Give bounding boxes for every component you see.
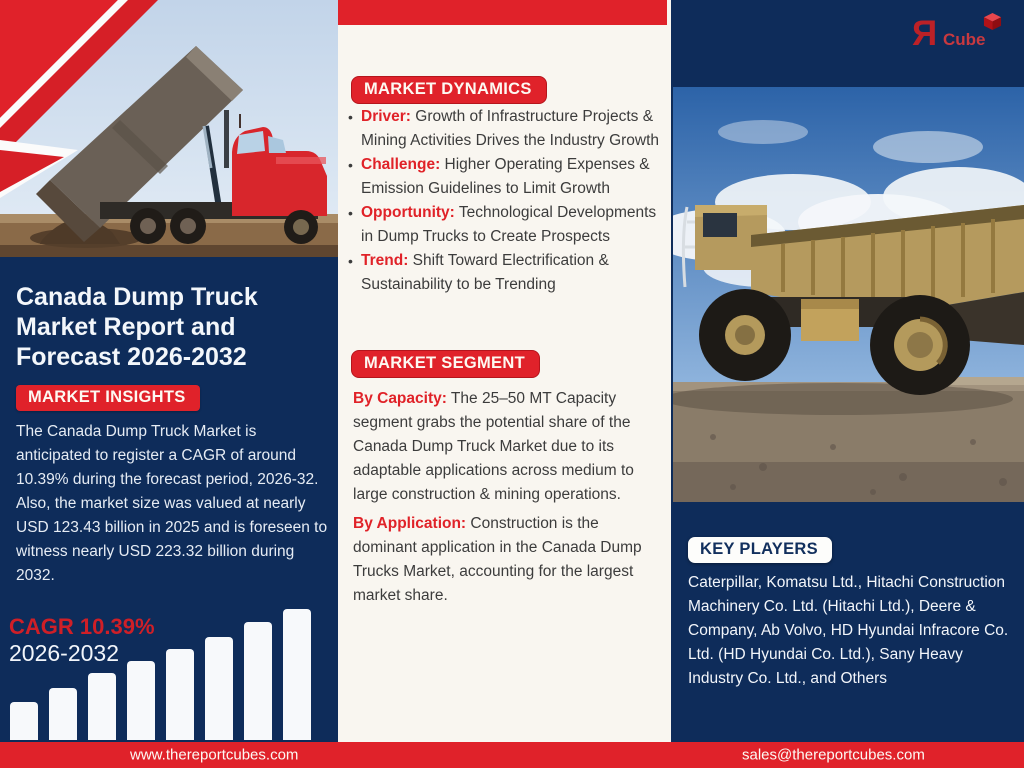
growth-bar: [49, 688, 77, 740]
right-truck-photo: [673, 87, 1024, 502]
growth-bar: [88, 673, 116, 740]
logo-wordmark: Cube: [943, 30, 986, 49]
left-column: [0, 0, 338, 742]
forecast-period-label: 2026-2032: [9, 640, 119, 666]
dynamics-item-challenge: [344, 153, 666, 201]
trend-label: Trend:: [361, 252, 409, 269]
key-players-text: Caterpillar, Komatsu Ltd., Hitachi Construction Machinery Co. Ltd. (Hitachi Ltd.), Deere & Company, Ab Volvo, HD Hyundai Infracore Co. Ltd. (HD Hyundai Co. Ltd.), Sany Heavy Industry Co. Ltd., and Others: [688, 574, 1009, 687]
segment-by-application: [353, 512, 660, 608]
middle-column: [338, 0, 671, 742]
by-capacity-label: By Capacity:: [353, 390, 447, 407]
top-red-bar: [338, 0, 667, 25]
market-dynamics-badge: MARKET DYNAMICS: [351, 76, 547, 104]
brand-logo: [912, 12, 1004, 58]
growth-bar: [10, 702, 38, 740]
report-title: Canada Dump Truck Market Report and Forecast 2026-2032: [16, 283, 258, 371]
market-insights-badge: MARKET INSIGHTS: [16, 385, 200, 411]
growth-bar: [283, 609, 311, 740]
market-dynamics-list: [344, 105, 666, 297]
driver-text: Growth of Infrastructure Projects & Mining Activities Drives the Industry Growth: [361, 108, 660, 149]
market-insights-text: The Canada Dump Truck Market is anticipated to register a CAGR of around 10.39% during the forecast period, 2026-32. Also, the market size was valued at nearly USD 123.43 billion in 2025 and is foreseen to witness nearly USD 223.32 billion during 2032.: [16, 423, 328, 584]
opportunity-label: Opportunity:: [361, 204, 455, 221]
driver-label: Driver:: [361, 108, 411, 125]
right-column: [671, 0, 1024, 742]
by-capacity-text: The 25–50 MT Capacity segment grabs the potential share of the Canada Dump Truck Market due to its adaptable applications across medium to large construction & mining operations.: [353, 390, 634, 503]
footer-email-link[interactable]: sales@thereportcubes.com: [742, 746, 925, 764]
cube-icon: [983, 12, 1002, 31]
red-dump-truck-illustration: [0, 0, 338, 257]
dynamics-item-driver: [344, 105, 666, 153]
left-truck-photo: [0, 0, 338, 257]
growth-bar: [205, 637, 233, 740]
by-application-label: By Application:: [353, 515, 467, 532]
challenge-text: Higher Operating Expenses & Emission Guidelines to Limit Growth: [361, 156, 650, 197]
dynamics-item-opportunity: [344, 201, 666, 249]
opportunity-text: Technological Developments in Dump Trucks to Create Prospects: [361, 204, 657, 245]
key-players-badge: KEY PLAYERS: [688, 537, 832, 563]
segment-by-capacity: [353, 387, 660, 507]
footer-bar: [0, 742, 1024, 768]
growth-bar: [127, 661, 155, 740]
trend-text: Shift Toward Electrification & Sustainability to be Trending: [361, 252, 609, 293]
logo-letter: Я: [912, 14, 938, 53]
footer-website-link[interactable]: www.thereportcubes.com: [130, 746, 299, 764]
cagr-label: CAGR 10.39%: [9, 614, 155, 639]
dynamics-item-trend: [344, 249, 666, 297]
market-segment-badge: MARKET SEGMENT: [351, 350, 540, 378]
challenge-label: Challenge:: [361, 156, 441, 173]
mining-dump-truck-illustration: [673, 87, 1024, 502]
growth-bar-chart: [10, 609, 311, 740]
growth-bar: [166, 649, 194, 740]
by-application-text: Construction is the dominant application in the Canada Dump Trucks Market, accounting for the largest market share.: [353, 515, 642, 604]
growth-bar: [244, 622, 272, 740]
